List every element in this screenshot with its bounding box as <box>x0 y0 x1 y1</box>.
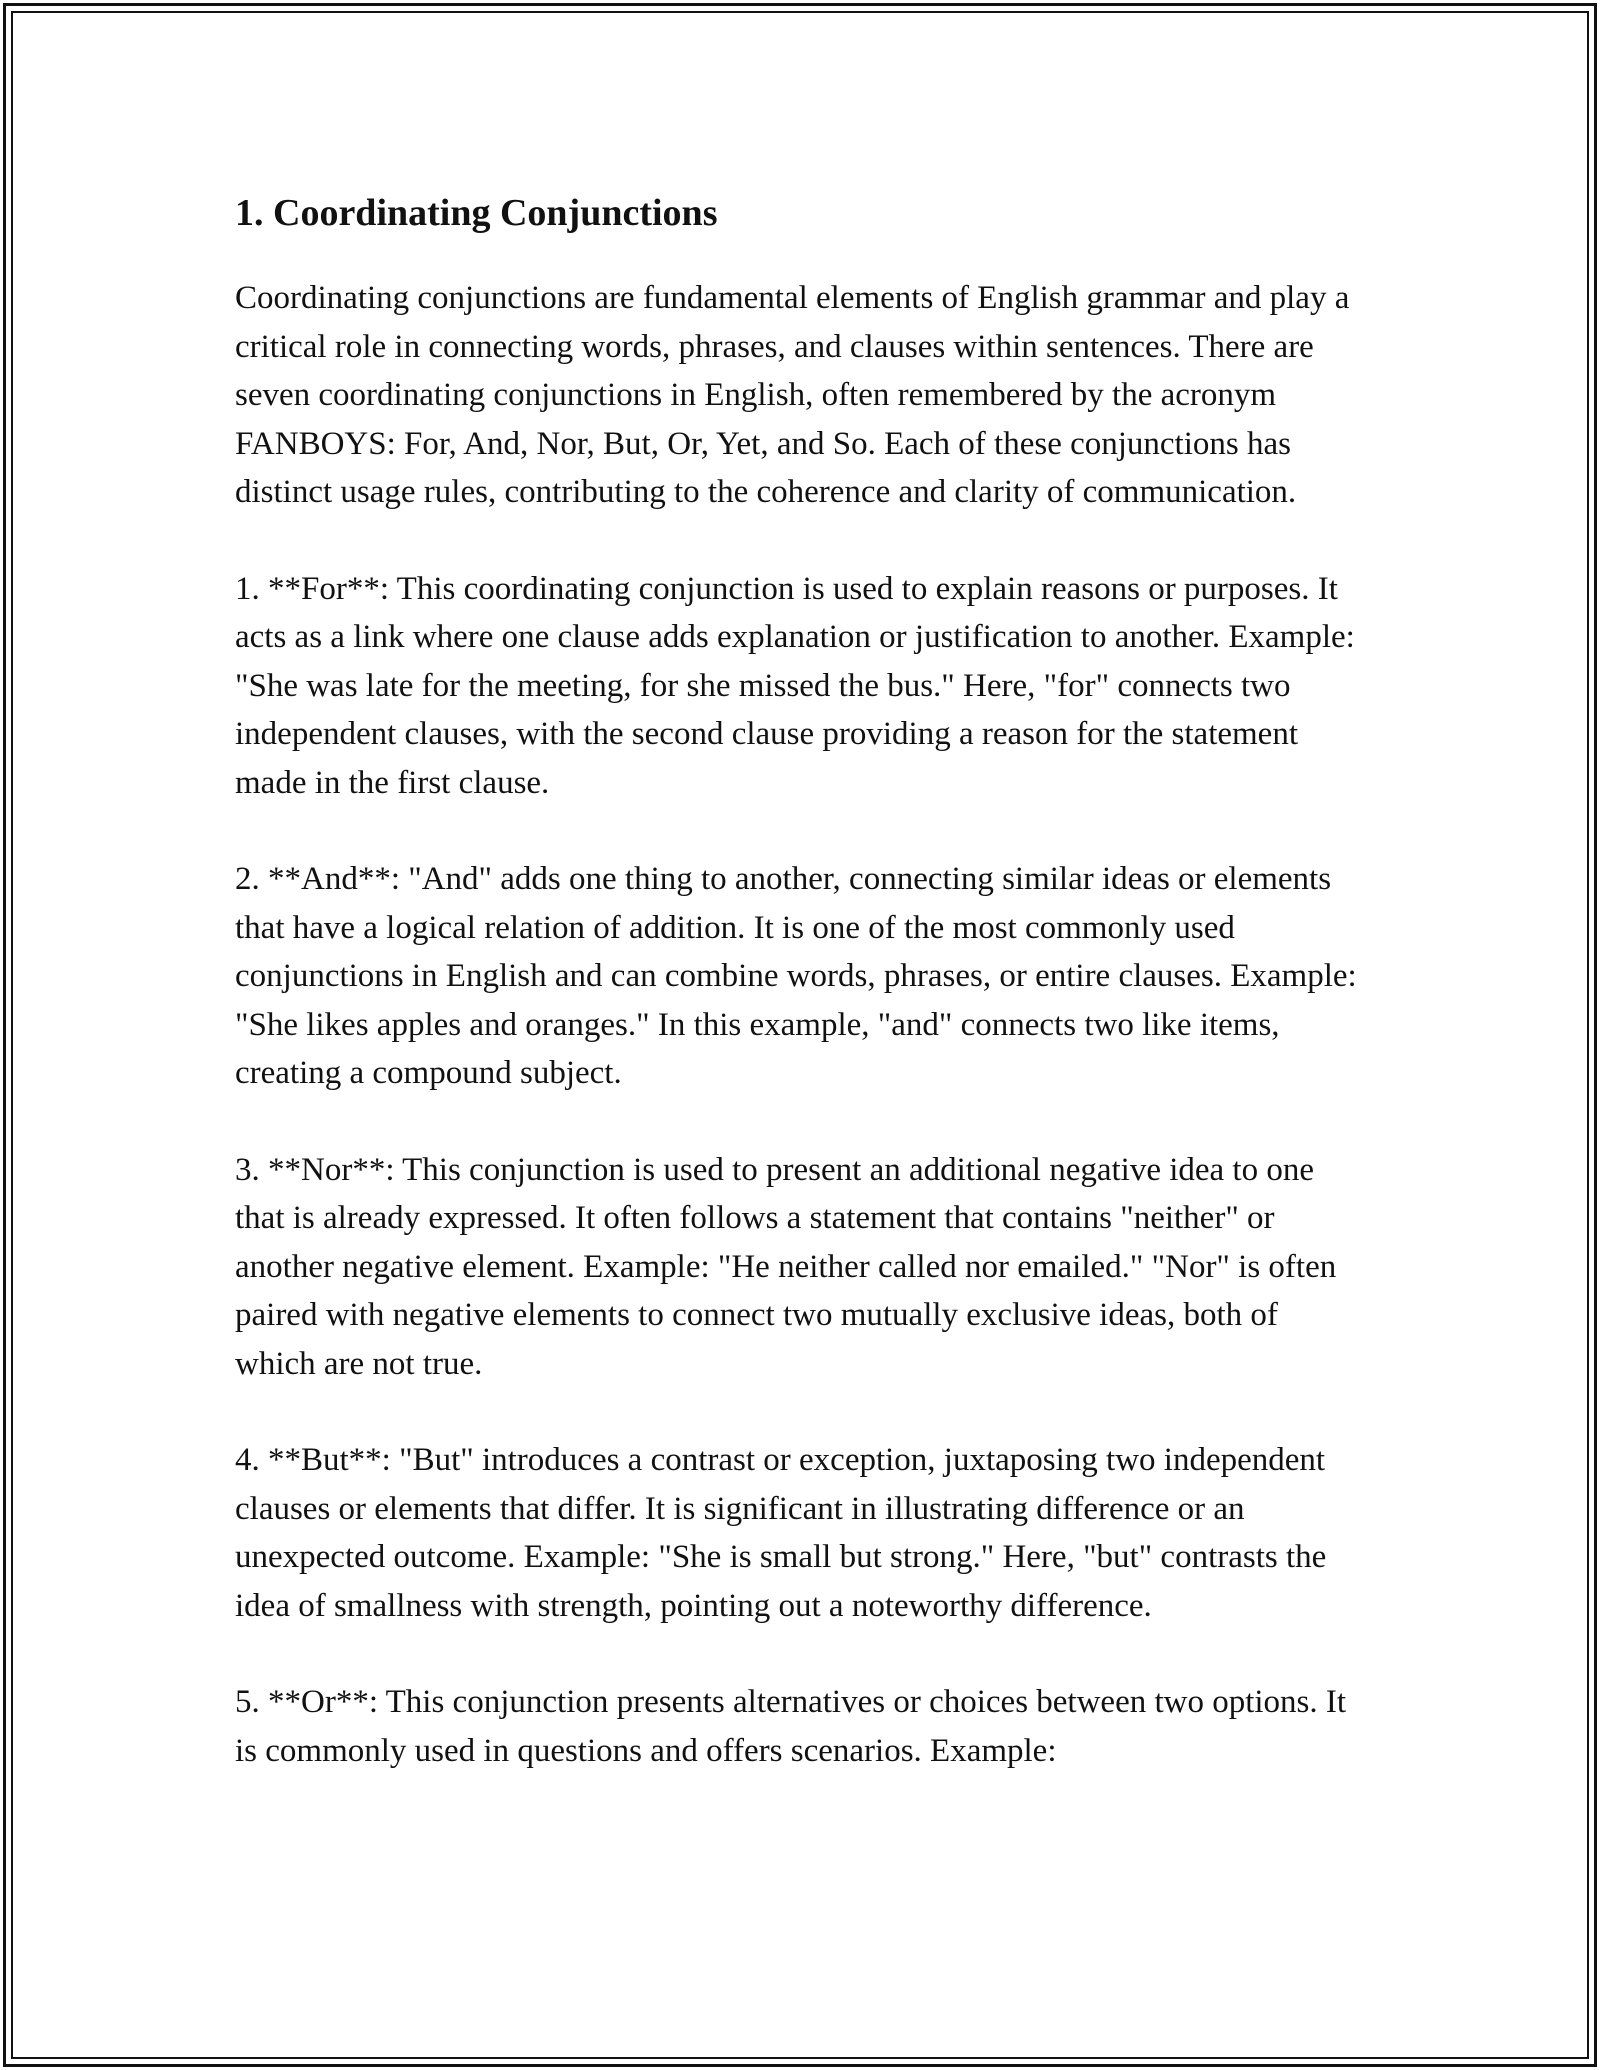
paragraph-or: 5. **Or**: This conjunction presents alternatives or choices between two options. It is commonly used in questions and offers scenarios. Example: <box>235 1684 1347 1769</box>
document-body <box>235 182 1365 1823</box>
paragraph-and: 2. **And**: "And" adds one thing to another, connecting similar ideas or elements that have a logical relation of addition. It is one of the most commonly used conjunctions in English and can combine words, phrases, or entire clauses. Example: "She likes apples and oranges." In this example, "and" connects two like items, creating a compound subject. <box>235 861 1357 1091</box>
section-heading: 1. Coordinating Conjunctions <box>235 192 718 234</box>
paragraph-nor: 3. **Nor**: This conjunction is used to present an additional negative idea to one that is already expressed. It often follows a statement that contains "neither" or another negative element. Example: "He neither called nor emailed." "Nor" is often paired with negative elements to connect two mutually exclusive ideas, both of which are not true. <box>235 1151 1337 1382</box>
intro-paragraph: Coordinating conjunctions are fundamental elements of English grammar and play a critical role in connecting words, phrases, and clauses within sentences. There are seven coordinating conjunctions in English, often remembered by the acronym FANBOYS: For, And, Nor, But, Or, Yet, and So. Each of these conjunctions has distinct usage rules, contributing to the coherence and clarity of communication. <box>235 280 1350 510</box>
paragraph-for: 1. **For**: This coordinating conjunction is used to explain reasons or purposes. It acts as a link where one clause adds explanation or justification to another. Example: "She was late for the meeting, for she missed the bus." Here, "for" connects two independent clauses, with the second clause providing a reason for the statement made in the first clause. <box>235 570 1355 801</box>
paragraph-but: 4. **But**: "But" introduces a contrast or exception, juxtaposing two independent clauses or elements that differ. It is significant in illustrating difference or an unexpected outcome. Example: "She is small but strong." Here, "but" contrasts the idea of smallness with strength, pointing out a noteworthy difference. <box>235 1442 1327 1624</box>
